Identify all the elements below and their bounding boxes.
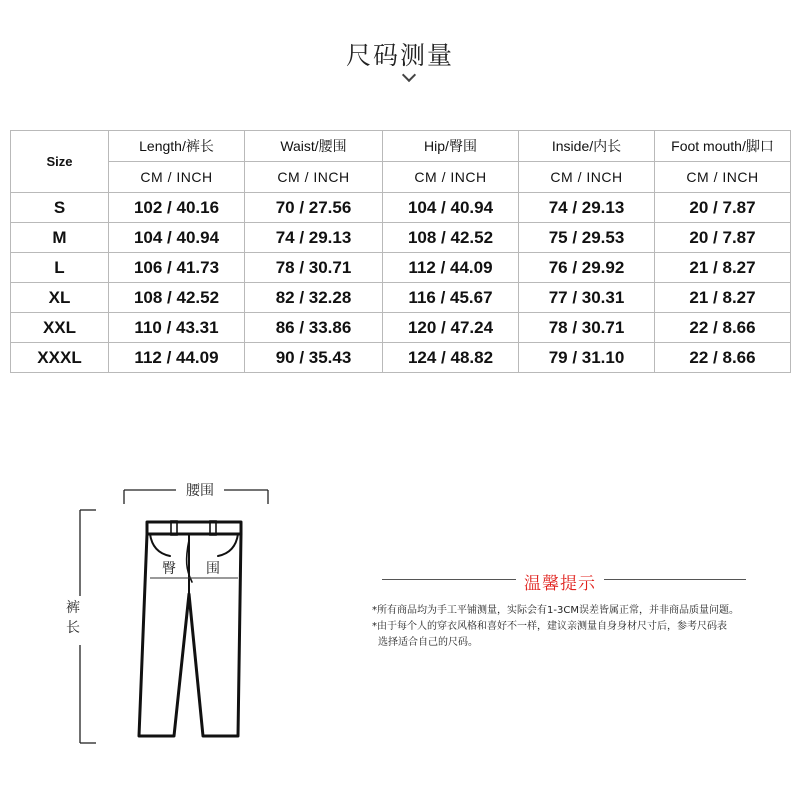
- foot-mouth-cell: 21 / 8.27: [655, 253, 791, 283]
- length-label-char-2: 长: [66, 620, 80, 636]
- waist-label: 腰围: [176, 480, 224, 500]
- hip-cell: 116 / 45.67: [383, 283, 519, 313]
- unit-header: CM / INCH: [383, 162, 519, 193]
- hip-cell: 112 / 44.09: [383, 253, 519, 283]
- table-row: [11, 343, 791, 373]
- length-cell: 102 / 40.16: [109, 193, 245, 223]
- hip-cell: 108 / 42.52: [383, 223, 519, 253]
- length-label-char-1: 裤: [66, 600, 80, 616]
- length-label: [62, 598, 84, 638]
- hip-label-char-2: 围: [206, 561, 220, 577]
- length-cell: 112 / 44.09: [109, 343, 245, 373]
- waist-cell: 70 / 27.56: [245, 193, 383, 223]
- waist-cell: 74 / 29.13: [245, 223, 383, 253]
- size-cell: L: [11, 253, 109, 283]
- waist-cell: 90 / 35.43: [245, 343, 383, 373]
- foot-mouth-cell: 20 / 7.87: [655, 223, 791, 253]
- unit-header: CM / INCH: [245, 162, 383, 193]
- size-cell: XXXL: [11, 343, 109, 373]
- size-cell: M: [11, 223, 109, 253]
- hip-cell: 120 / 47.24: [383, 313, 519, 343]
- table-row: [11, 283, 791, 313]
- tips-note-1: *所有商品均为手工平铺测量，实际会有1-3CM误差皆属正常，并非商品质量问题。: [372, 605, 739, 616]
- inside-cell: 76 / 29.92: [519, 253, 655, 283]
- length-cell: 110 / 43.31: [109, 313, 245, 343]
- column-header-length: Length/裤长: [109, 131, 245, 162]
- unit-header: CM / INCH: [109, 162, 245, 193]
- foot-mouth-cell: 20 / 7.87: [655, 193, 791, 223]
- waist-cell: 82 / 32.28: [245, 283, 383, 313]
- tips-notes: [372, 603, 792, 651]
- column-header-hip: Hip/臀围: [383, 131, 519, 162]
- inside-cell: 75 / 29.53: [519, 223, 655, 253]
- tips-note-2-line-2: 选择适合自己的尺码。: [378, 637, 478, 648]
- length-cell: 106 / 41.73: [109, 253, 245, 283]
- length-cell: 104 / 40.94: [109, 223, 245, 253]
- length-cell: 108 / 42.52: [109, 283, 245, 313]
- table-row: [11, 223, 791, 253]
- waist-cell: 78 / 30.71: [245, 253, 383, 283]
- pants-icon: [139, 522, 241, 736]
- divider: [604, 579, 746, 580]
- page-title: 尺码测量: [345, 41, 454, 70]
- foot-mouth-cell: 22 / 8.66: [655, 343, 791, 373]
- size-cell: XL: [11, 283, 109, 313]
- hip-cell: 124 / 48.82: [383, 343, 519, 373]
- unit-header: CM / INCH: [655, 162, 791, 193]
- column-header-inside: Inside/内长: [519, 131, 655, 162]
- size-cell: XXL: [11, 313, 109, 343]
- tips-title: 温馨提示: [524, 574, 596, 594]
- column-header-foot-mouth: Foot mouth/脚口: [655, 131, 791, 162]
- foot-mouth-cell: 21 / 8.27: [655, 283, 791, 313]
- table-unit-row: [11, 162, 791, 193]
- size-cell: S: [11, 193, 109, 223]
- divider: [382, 579, 516, 580]
- column-header-waist: Waist/腰围: [245, 131, 383, 162]
- hip-cell: 104 / 40.94: [383, 193, 519, 223]
- table-row: [11, 253, 791, 283]
- foot-mouth-cell: 22 / 8.66: [655, 313, 791, 343]
- size-table: [10, 130, 791, 373]
- size-column-header: Size: [11, 131, 109, 193]
- hip-label-char-1: 臀: [162, 561, 176, 577]
- inside-cell: 79 / 31.10: [519, 343, 655, 373]
- waist-cell: 86 / 33.86: [245, 313, 383, 343]
- tips-note-2-line-1: *由于每个人的穿衣风格和喜好不一样，建议亲测量自身身材尺寸后，参考尺码表: [372, 621, 727, 632]
- inside-cell: 74 / 29.13: [519, 193, 655, 223]
- inside-cell: 78 / 30.71: [519, 313, 655, 343]
- table-row: [11, 313, 791, 343]
- unit-header: CM / INCH: [519, 162, 655, 193]
- table-row: [11, 193, 791, 223]
- table-header-row: [11, 131, 791, 162]
- pants-measurement-diagram: [0, 470, 370, 770]
- inside-cell: 77 / 30.31: [519, 283, 655, 313]
